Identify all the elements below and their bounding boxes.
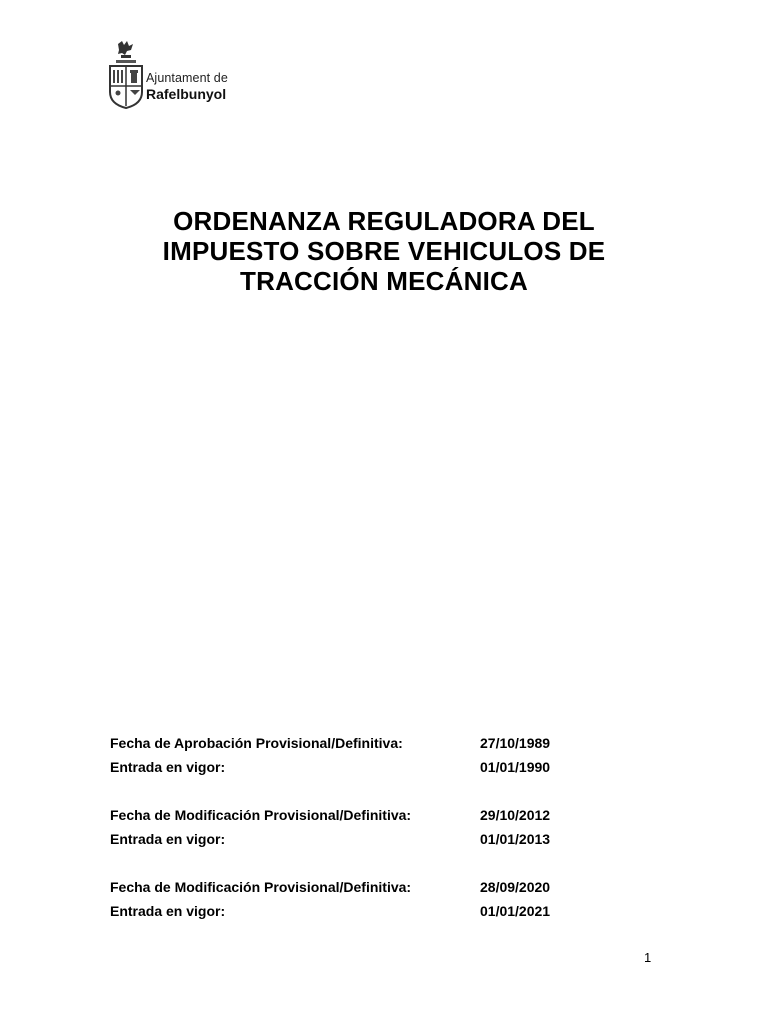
date-label: Fecha de Modificación Provisional/Definitiva: bbox=[110, 807, 412, 823]
date-value: 29/10/2012 bbox=[480, 807, 551, 823]
logo-text bbox=[146, 72, 228, 101]
date-value: 27/10/1989 bbox=[480, 735, 551, 751]
coat-of-arms-icon bbox=[108, 40, 144, 112]
date-row bbox=[110, 827, 570, 851]
logo-line-ajuntament: Ajuntament de bbox=[146, 71, 228, 85]
municipal-logo bbox=[108, 40, 248, 114]
date-row bbox=[110, 875, 570, 899]
dates-group-1 bbox=[110, 731, 570, 779]
date-value: 01/01/2021 bbox=[480, 903, 551, 919]
logo-line-town: Rafelbunyol bbox=[146, 85, 227, 102]
date-label: Entrada en vigor: bbox=[110, 903, 226, 919]
page-number: 1 bbox=[644, 950, 652, 965]
date-row bbox=[110, 899, 570, 923]
date-row bbox=[110, 731, 570, 755]
title-line: ORDENANZA REGULADORA DEL bbox=[173, 206, 595, 236]
dates-table bbox=[110, 731, 570, 947]
dates-group-2 bbox=[110, 803, 570, 851]
title-line: IMPUESTO SOBRE VEHICULOS DE bbox=[162, 236, 606, 266]
dates-group-3 bbox=[110, 875, 570, 923]
date-value: 01/01/2013 bbox=[480, 831, 551, 847]
date-label: Entrada en vigor: bbox=[110, 831, 226, 847]
date-label: Fecha de Aprobación Provisional/Definitiva: bbox=[110, 735, 403, 751]
date-row bbox=[110, 803, 570, 827]
date-label: Entrada en vigor: bbox=[110, 759, 226, 775]
date-value: 28/09/2020 bbox=[480, 879, 551, 895]
document-title bbox=[100, 206, 668, 296]
date-value: 01/01/1990 bbox=[480, 759, 551, 775]
title-line: TRACCIÓN MECÁNICA bbox=[240, 266, 528, 296]
date-label: Fecha de Modificación Provisional/Definitiva: bbox=[110, 879, 412, 895]
date-row bbox=[110, 755, 570, 779]
